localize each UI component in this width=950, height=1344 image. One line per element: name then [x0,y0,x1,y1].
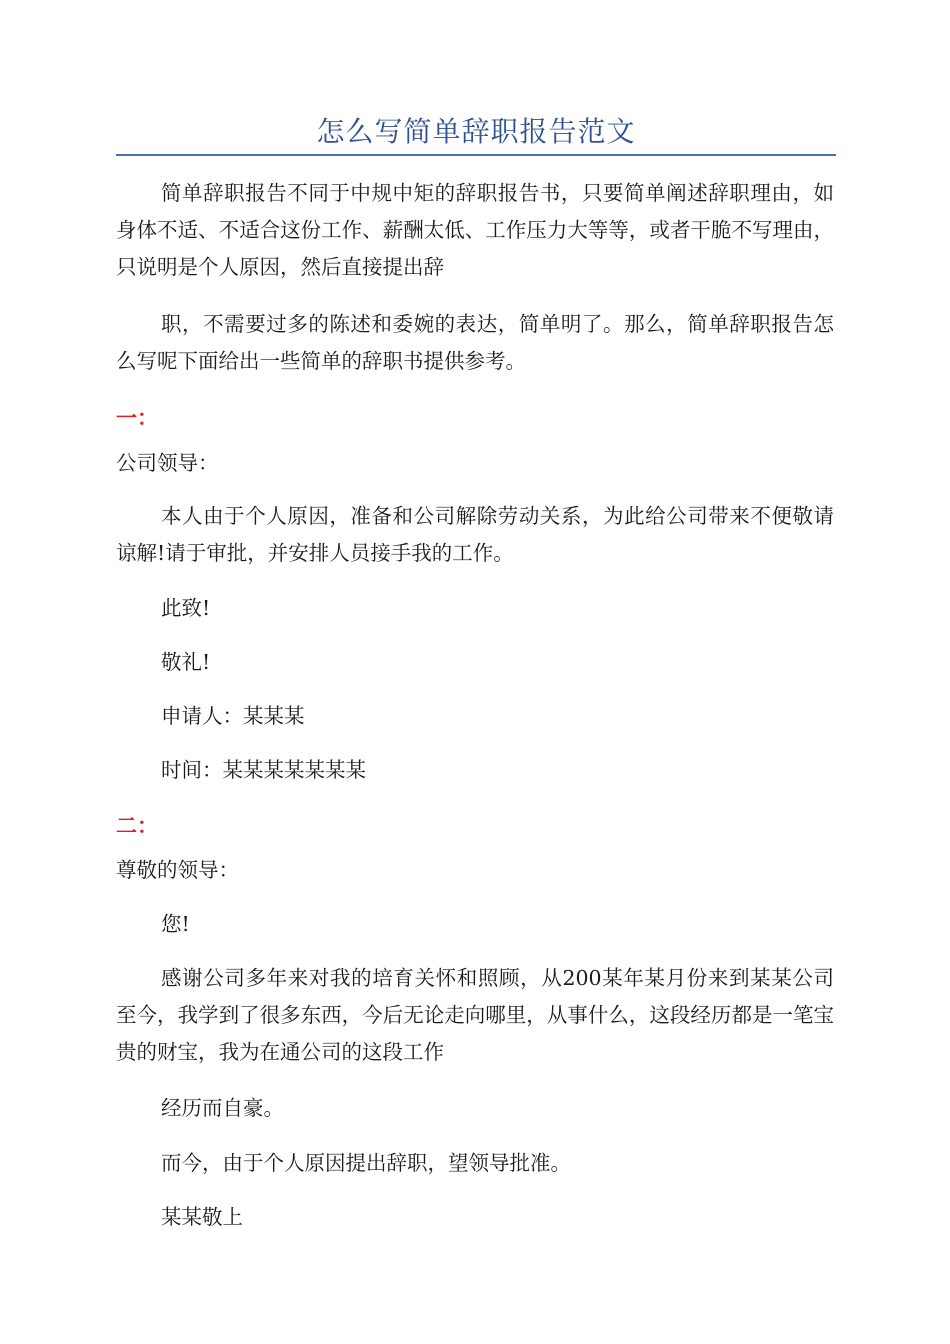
document-title: 怎么写简单辞职报告范文 [316,115,636,148]
salutation-2: 尊敬的领导： [116,858,239,882]
letter-body-2-continued: 经历而自豪。 [161,1096,284,1120]
letter-body-2: 感谢公司多年来对我的培育关怀和照顾，从200某年某月份来到某某公司至今，我学到了很多东西，今后无论走向哪里，从事什么，这段经历都是一笔宝贵的财宝，我为在通公司的这段工作 [116,966,834,1064]
section-heading-2: 二： [116,814,158,838]
letter-body-1: 本人由于个人原因，准备和公司解除劳动关系，为此给公司带来不便敬请谅解!请于审批，并安排人员接手我的工作。 [116,504,834,565]
greeting-line: 您! [161,912,190,936]
letter-body-3: 而今，由于个人原因提出辞职，望领导批准。 [161,1151,571,1175]
title-underline [116,154,836,156]
closing-zhici: 此致! [161,596,211,620]
intro-paragraph-1: 简单辞职报告不同于中规中矩的辞职报告书，只要简单阐述辞职理由，如身体不适、不适合这份工作、薪酬太低、工作压力大等等，或者干脆不写理由，只说明是个人原因，然后直接提出辞 [116,181,834,279]
salutation-1: 公司领导： [116,451,219,475]
section-heading-1: 一： [116,406,158,430]
closing-jingli: 敬礼! [161,650,211,674]
applicant-line: 申请人：某某某 [161,704,305,728]
signature-line: 某某敬上 [161,1205,243,1229]
time-line: 时间：某某某某某某某 [161,758,366,782]
intro-paragraph-2: 职，不需要过多的陈述和委婉的表达，简单明了。那么，简单辞职报告怎么写呢下面给出一些简单的辞职书提供参考。 [116,312,834,373]
